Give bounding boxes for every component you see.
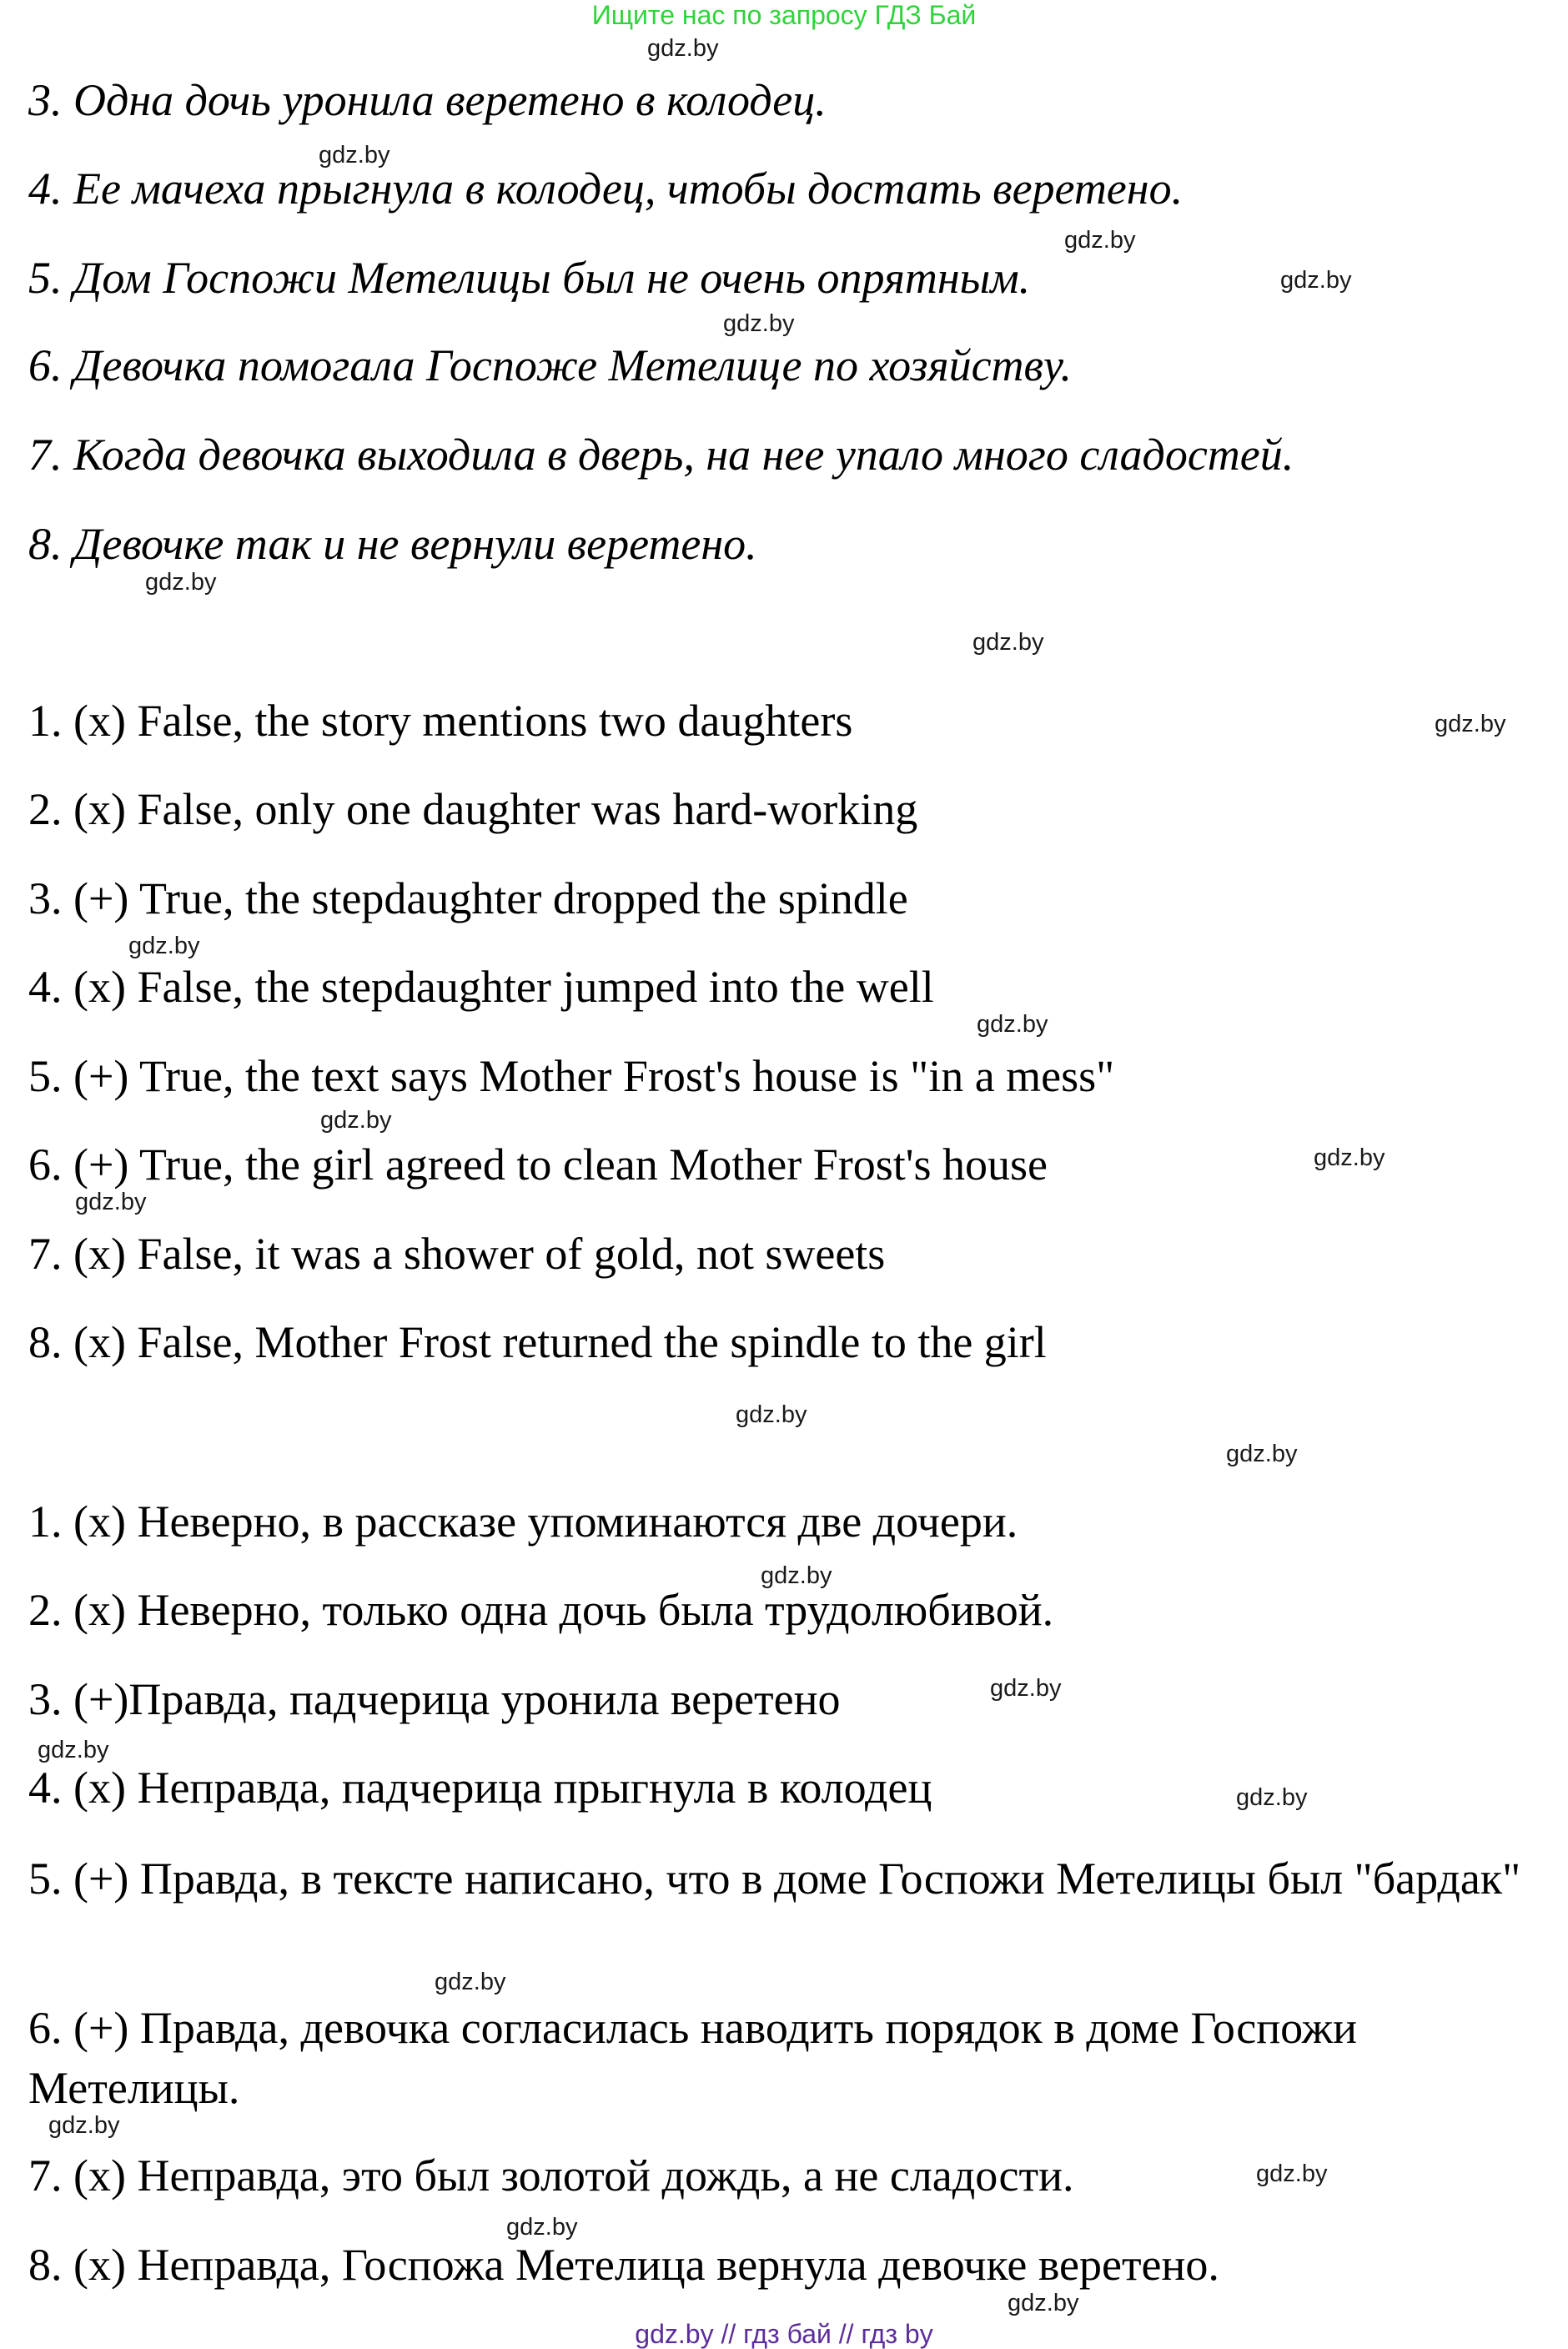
english-answer-3: 3. (+) True, the stepdaughter dropped the spindle: [28, 873, 908, 923]
watermark: gdz.by: [723, 310, 795, 337]
english-answer-1: 1. (x) False, the story mentions two daughters: [28, 696, 853, 746]
russian-answer-8: 8. (x) Неправда, Госпожа Метелица вернула девочке веретено.: [28, 2240, 1219, 2290]
statement-4: 4. Ее мачеха прыгнула в колодец, чтобы достать веретено.: [28, 163, 1184, 214]
watermark: gdz.by: [435, 1969, 506, 1995]
statement-6: 6. Девочка помогала Госпоже Метелице по хозяйству.: [28, 340, 1073, 390]
statement-5: 5. Дом Госпожи Метелицы был не очень опрятным.: [28, 253, 1031, 303]
watermark: gdz.by: [320, 1107, 392, 1134]
watermark: gdz.by: [145, 569, 217, 596]
russian-answer-3: 3. (+)Правда, падчерица уронила веретено: [28, 1674, 841, 1724]
russian-answer-6: 6. (+) Правда, девочка согласилась наводить порядок в доме Госпожи Метелицы.: [28, 2003, 1357, 2113]
watermark: gdz.by: [48, 2112, 120, 2139]
english-answer-5: 5. (+) True, the text says Mother Frost's house is "in a mess": [28, 1051, 1115, 1101]
watermark: gdz.by: [736, 1401, 807, 1428]
watermark: gdz.by: [1280, 267, 1352, 294]
statement-3: 3. Одна дочь уронила веретено в колодец.: [28, 75, 827, 125]
english-answer-6: 6. (+) True, the girl agreed to clean Mother Frost's house: [28, 1139, 1048, 1190]
watermark: gdz.by: [990, 1675, 1062, 1702]
english-answer-7: 7. (x) False, it was a shower of gold, not sweets: [28, 1229, 886, 1279]
watermark: gdz.by: [1064, 227, 1136, 254]
watermark: gdz.by: [1226, 1441, 1298, 1467]
watermark: gdz.by: [1256, 2160, 1328, 2187]
statement-7: 7. Когда девочка выходила в дверь, на нее упало много сладостей.: [28, 430, 1294, 480]
header-banner[interactable]: Ищите нас по запросу ГДЗ Бай: [591, 0, 977, 30]
footer-links[interactable]: gdz.by // гдз бай // гдз by: [635, 2319, 933, 2349]
watermark: gdz.by: [38, 1737, 109, 1763]
watermark: gdz.by: [506, 2214, 578, 2241]
statement-8: 8. Девочке так и не вернули веретено.: [28, 519, 757, 569]
watermark: gdz.by: [128, 933, 200, 959]
watermark: gdz.by: [1314, 1144, 1385, 1171]
watermark: gdz.by: [972, 629, 1044, 656]
watermark: gdz.by: [1435, 711, 1506, 737]
russian-answer-1: 1. (x) Неверно, в рассказе упоминаются две дочери.: [28, 1496, 1018, 1547]
russian-answer-4: 4. (x) Неправда, падчерица прыгнула в колодец: [28, 1763, 932, 1813]
watermark: gdz.by: [1236, 1784, 1308, 1811]
watermark: gdz.by: [761, 1562, 832, 1589]
english-answer-2: 2. (x) False, only one daughter was hard-working: [28, 784, 918, 834]
russian-answer-2: 2. (x) Неверно, только одна дочь была трудолюбивой.: [28, 1585, 1054, 1635]
english-answer-4: 4. (x) False, the stepdaughter jumped into the well: [28, 962, 934, 1012]
english-answer-8: 8. (x) False, Mother Frost returned the spindle to the girl: [28, 1317, 1047, 1367]
watermark: gdz.by: [977, 1011, 1048, 1038]
watermark: gdz.by: [1008, 2290, 1079, 2316]
watermark: gdz.by: [647, 35, 719, 62]
watermark: gdz.by: [75, 1189, 147, 1215]
russian-answer-7: 7. (x) Неправда, это был золотой дождь, а не сладости.: [28, 2150, 1074, 2201]
russian-answer-5: 5. (+) Правда, в тексте написано, что в доме Госпожи Метелицы был "бардак": [28, 1854, 1521, 1904]
watermark: gdz.by: [319, 142, 390, 169]
